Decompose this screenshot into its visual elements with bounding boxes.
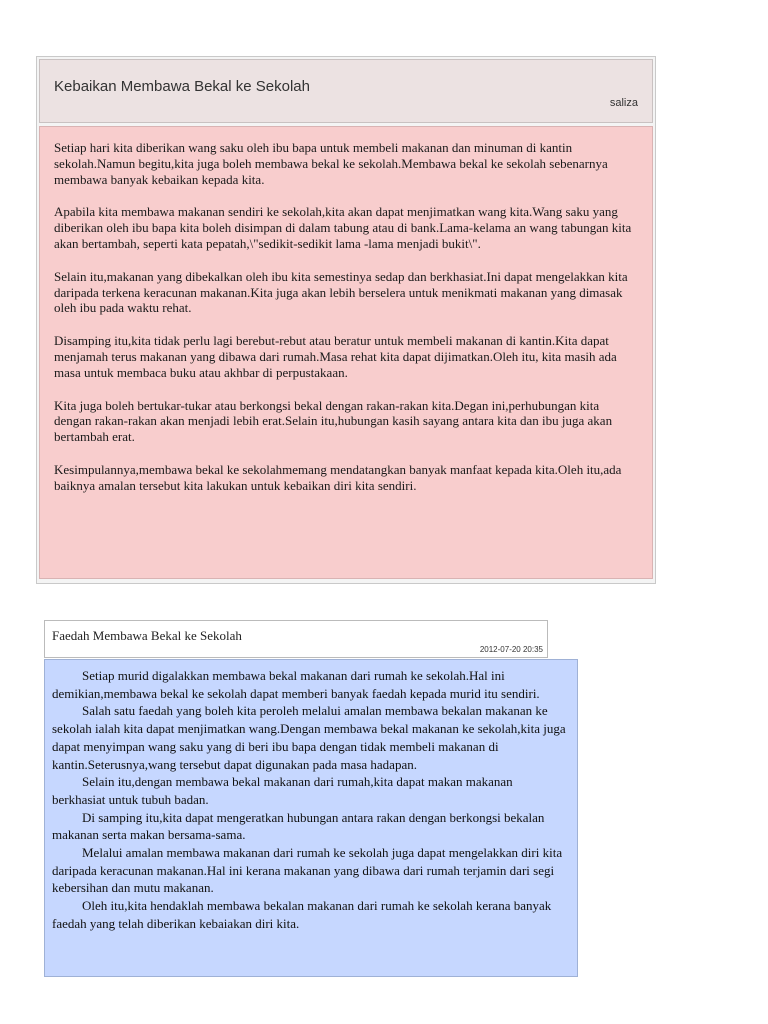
article-2-date: 2012-07-20 20:35 [479, 645, 543, 654]
article-1-paragraph: Disamping itu,kita tidak perlu lagi berebut-rebut atau beratur untuk membeli makanan di kantin.Kita dapat menjamah terus makanan yang dibawa dari rumah.Masa rehat kita dapat dijimatkan.Oleh itu, kita masih ada masa untuk membaca buku atau akhbar di perpustakaan. [54, 333, 617, 380]
article-1-paragraph: Kesimpulannya,membawa bekal ke sekolahmemang mendatangkan banyak manfaat kepada kita.Oleh itu,ada baiknya amalan tersebut kita lakukan untuk kebaikan diri kita sendiri. [54, 461, 622, 493]
article-card-1 [36, 56, 656, 584]
article-2-paragraph: Selain itu,dengan membawa bekal makanan dari rumah,kita dapat makan makanan berkhasiat untuk tubuh badan. [52, 774, 513, 807]
article-1-paragraph: Setiap hari kita diberikan wang saku oleh ibu bapa untuk membeli makanan dan minuman di kantin sekolah.Namun begitu,kita juga boleh membawa bekal ke sekolah.Membawa bekal ke sekolah sebenarnya membawa banyak kebaikan kepada kita. [54, 140, 608, 187]
article-1-body [39, 126, 653, 579]
article-2-paragraph: Melalui amalan membawa makanan dari rumah ke sekolah juga dapat mengelakkan diri kita daripada keracunan makanan.Hal ini kerana makanan yang dibawa dari rumah terjamin dari segi kebersihan dan mutu makanan. [52, 845, 563, 896]
article-1-header [39, 59, 653, 123]
article-2-header [44, 620, 548, 658]
article-1-paragraph: Selain itu,makanan yang dibekalkan oleh ibu kita semestinya sedap dan berkhasiat.Ini dapat mengelakkan kita daripada terkena keracunan makanan.Kita juga akan lebih berselera untuk menikmati makanan yang dimasak oleh ibu pada waktu rehat. [54, 268, 628, 316]
article-1-title: Kebaikan Membawa Bekal ke Sekolah [54, 78, 310, 95]
article-1-author: saliza [609, 97, 638, 109]
article-2-title: Faedah Membawa Bekal ke Sekolah [52, 628, 242, 643]
article-2-paragraph: Oleh itu,kita hendaklah membawa bekalan makanan dari rumah ke sekolah kerana banyak faedah yang telah diberikan kebaiakan diri kita. [52, 898, 552, 931]
article-1-paragraph: Kita juga boleh bertukar-tukar atau berkongsi bekal dengan rakan-rakan kita.Degan ini,perhubungan kita dengan rakan-rakan akan menjadi lebih erat.Selain itu,hubungan kasih sayang antara kita dan ibu juga akan bertambah erat. [54, 397, 613, 445]
article-2-body [44, 659, 578, 977]
article-2-paragraph: Di samping itu,kita dapat mengeratkan hubungan antara rakan dengan berkongsi bekalan makanan serta makan bersama-sama. [52, 809, 545, 843]
article-2-paragraph: Setiap murid digalakkan membawa bekal makanan dari rumah ke sekolah.Hal ini demikian,membawa bekal ke sekolah dapat memberi banyak faedah kepada murid itu sendiri. [52, 668, 540, 701]
article-2-paragraph: Salah satu faedah yang boleh kita peroleh melalui amalan membawa bekalan makanan ke sekolah ialah kita dapat menjimatkan wang.Dengan membawa bekal makanan ke sekolah,kita juga dapat menyimpan wang saku yang di beri ibu bapa dengan tidak membeli makanan di kantin.Seterusnya,wang tersebut dapat digunakan pada masa hadapan. [52, 703, 566, 772]
article-1-paragraph: Apabila kita membawa makanan sendiri ke sekolah,kita akan dapat menjimatkan wang kita.Wang saku yang diberikan oleh ibu bapa kita boleh disimpan di dalam tabung atau di bank.Lama-kelama an wang tabungan kita akan bertambah, seperti kata pepatah,\"sedikit-sedikit lama -lama menjadi bukit\". [54, 204, 632, 251]
